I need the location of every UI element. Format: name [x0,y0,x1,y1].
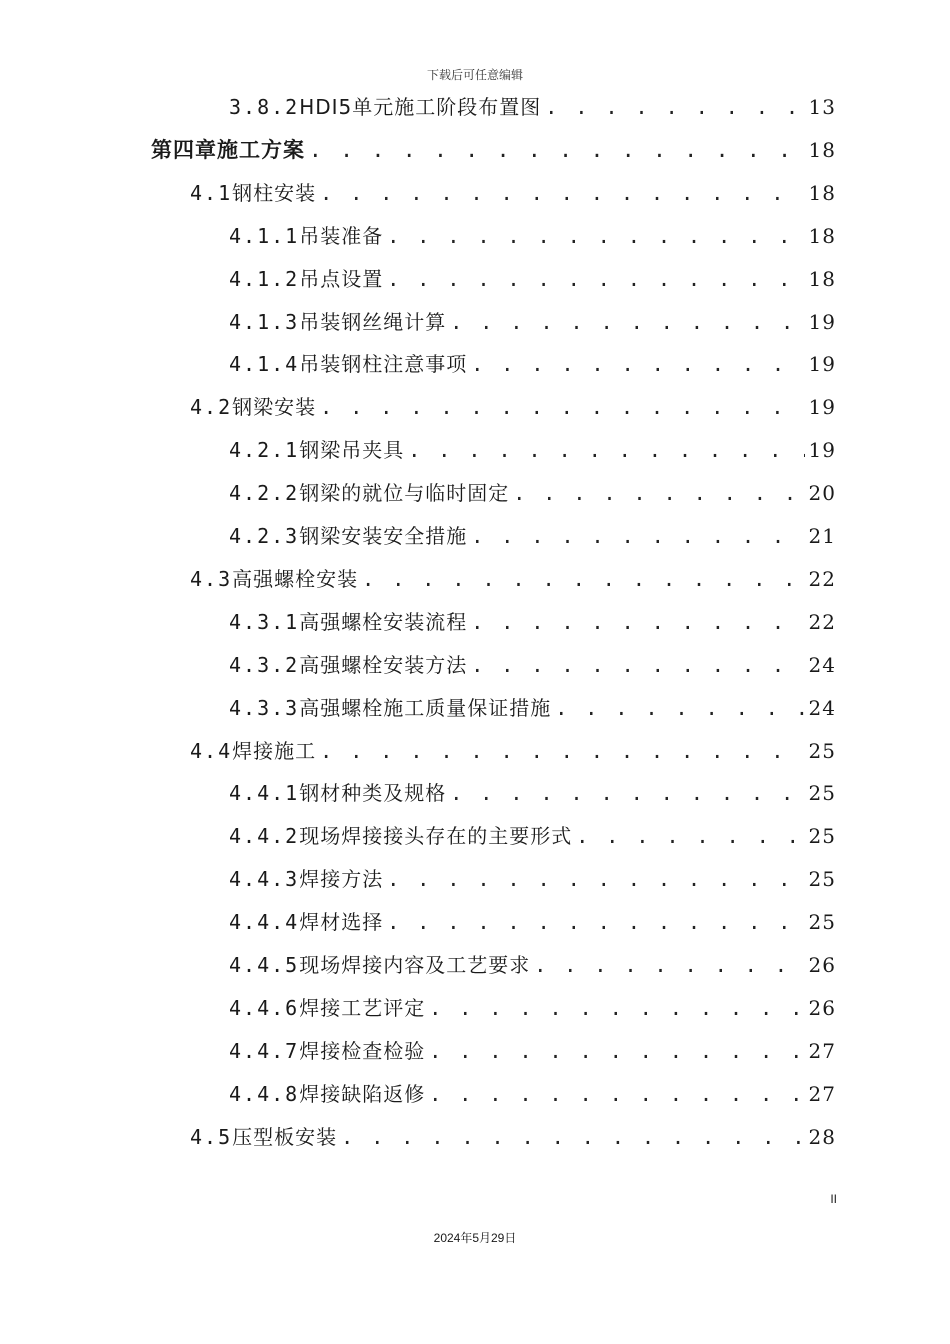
toc-entry-number: 4.1.4 [229,352,300,377]
toc-entry[interactable] [190,386,836,429]
toc-entry-number: 4.1.3 [229,309,300,334]
toc-entry-page: 26 [808,953,836,977]
toc-entry-title: 焊接检查检验 [299,1038,426,1063]
dot-leader [408,429,804,472]
toc-entry-number: 4.1 [190,180,233,205]
dot-leader [387,901,804,944]
toc-entry-title: 第四章施工方案 [151,137,305,162]
toc-entry-number: 4.2.1 [229,438,300,463]
dot-leader [534,944,804,987]
dot-leader [555,687,804,730]
toc-entry[interactable] [190,558,836,601]
toc-entry-page: 18 [808,223,836,248]
toc-entry-page: 22 [808,566,836,591]
toc-entry-number: 4.4 [190,738,233,763]
toc-entry-page: 27 [808,1081,836,1106]
toc-entry-page: 18 [808,137,836,162]
toc-entry-title: 吊点设置 [299,266,384,291]
toc-entry-page: 25 [808,910,836,935]
toc-entry-number: 4.4.8 [229,1081,300,1106]
toc-entry-title: 钢柱安装 [232,180,317,205]
toc-entry[interactable] [190,172,836,215]
toc-entry-page: 22 [808,609,836,634]
toc-entry[interactable] [229,644,836,687]
page-number: II [830,1192,837,1206]
toc-entry-page: 13 [808,95,836,119]
toc-entry[interactable] [229,1073,836,1116]
toc-entry[interactable] [229,901,836,944]
toc-entry-page: 25 [808,738,836,763]
dot-leader [309,129,805,172]
toc-entry-page: 20 [808,481,836,506]
toc-entry[interactable] [229,815,836,858]
toc-entry-title: 压型板安装 [232,1124,338,1149]
dot-leader [320,386,804,429]
dot-leader [513,472,804,515]
toc-entry-page: 19 [808,395,836,420]
dot-leader [545,86,804,129]
toc-entry-number: 4.4.1 [229,781,300,806]
toc-entry-number: 4.1.2 [229,266,300,291]
toc-entry-number: 4.4.2 [229,824,300,849]
toc-entry[interactable] [190,1116,836,1159]
toc-entry[interactable] [229,472,836,515]
toc-entry[interactable] [229,215,836,258]
toc-entry-title: 现场焊接接头存在的主要形式 [299,824,573,849]
dot-leader [576,815,804,858]
toc-entry-page: 19 [808,309,836,334]
toc-entry-page: 25 [808,781,836,806]
toc-entry-page: 19 [808,438,836,463]
toc-entry[interactable] [229,987,836,1030]
toc-entry-title: 现场焊接内容及工艺要求 [299,953,531,977]
toc-entry-number: 4.4.5 [229,953,300,977]
toc-entry[interactable] [229,601,836,644]
dot-leader [341,1116,804,1159]
toc-entry-page: 24 [808,652,836,677]
toc-entry-number: 4.3.2 [229,652,300,677]
toc-entry[interactable] [229,86,836,129]
dot-leader [387,258,804,301]
toc-entry-page: 19 [808,352,836,377]
toc-entry-number: 4.3.1 [229,609,300,634]
toc-entry-page: 26 [808,995,836,1020]
toc-entry-title: 焊接缺陷返修 [299,1081,426,1106]
dot-leader [471,601,804,644]
toc-entry-title: 焊接施工 [232,738,317,763]
dot-leader [362,558,804,601]
dot-leader [320,172,804,215]
toc-entry[interactable] [229,301,836,344]
toc-entry-number: 4.1.1 [229,223,300,248]
toc-entry-number: 4.2.3 [229,524,300,548]
toc-entry-page: 27 [808,1038,836,1063]
dot-leader [471,644,804,687]
toc-entry-number: 3.8.2 [229,95,300,119]
toc-entry-title: 焊接工艺评定 [299,995,426,1020]
dot-leader [320,730,804,773]
toc-entry-title: 高强螺栓安装方法 [299,652,468,677]
toc-entry-page: 25 [808,824,836,849]
toc-entry-title: 高强螺栓施工质量保证措施 [299,695,552,720]
page-header: 下载后可任意编辑 [426,68,523,82]
toc-entry-title: 钢梁的就位与临时固定 [299,481,510,506]
toc-entry[interactable] [229,687,836,730]
toc-entry-number: 4.4.6 [229,995,300,1020]
dot-leader [387,215,804,258]
dot-leader [387,858,804,901]
toc-entry-title: HDI5单元施工阶段布置图 [299,95,542,119]
toc-entry[interactable] [229,258,836,301]
toc-entry-number: 4.3 [190,566,233,591]
toc-entry-title: 吊装钢柱注意事项 [299,352,468,377]
dot-leader [471,515,804,558]
toc-entry-page: 21 [808,524,836,548]
toc-entry[interactable] [229,944,836,987]
toc-entry[interactable] [229,343,836,386]
toc-entry-title: 钢梁吊夹具 [299,438,405,463]
toc-entry-number: 4.4.3 [229,867,300,892]
toc-entry-title: 钢梁安装 [232,395,317,420]
toc-entry-title: 钢材种类及规格 [299,781,447,806]
toc-entry[interactable] [229,429,836,472]
toc-entry[interactable] [229,1030,836,1073]
toc-entry[interactable] [229,515,836,558]
dot-leader [429,1073,804,1116]
toc-entry-number: 4.4.7 [229,1038,300,1063]
toc-entry-title: 吊装准备 [299,223,384,248]
toc-entry-title: 高强螺栓安装流程 [299,609,468,634]
dot-leader [429,1030,804,1073]
toc-entry[interactable] [151,129,836,172]
toc-entry-number: 4.4.4 [229,910,300,935]
footer-date: 2024年5月29日 [433,1231,517,1245]
toc-entry-title: 高强螺栓安装 [232,566,359,591]
toc-entry-page: 18 [808,266,836,291]
toc-entry-page: 25 [808,867,836,892]
dot-leader [450,772,804,815]
dot-leader [471,343,804,386]
toc-entry-page: 28 [808,1124,836,1149]
toc-entry[interactable] [229,858,836,901]
toc-entry-number: 4.2.2 [229,481,300,506]
dot-leader [450,301,804,344]
toc-entry-number: 4.2 [190,395,233,420]
toc-entry-title: 吊装钢丝绳计算 [299,309,447,334]
toc-entry-page: 24 [808,695,836,720]
toc-entry-title: 钢梁安装安全措施 [299,524,468,548]
dot-leader [429,987,804,1030]
toc-entry-number: 4.3.3 [229,695,300,720]
toc-entry-number: 4.5 [190,1124,233,1149]
toc-entry[interactable] [190,730,836,773]
toc-entry-title: 焊接方法 [299,867,384,892]
toc-entry-page: 18 [808,180,836,205]
toc-entry[interactable] [229,772,836,815]
toc-entry-title: 焊材选择 [299,910,384,935]
